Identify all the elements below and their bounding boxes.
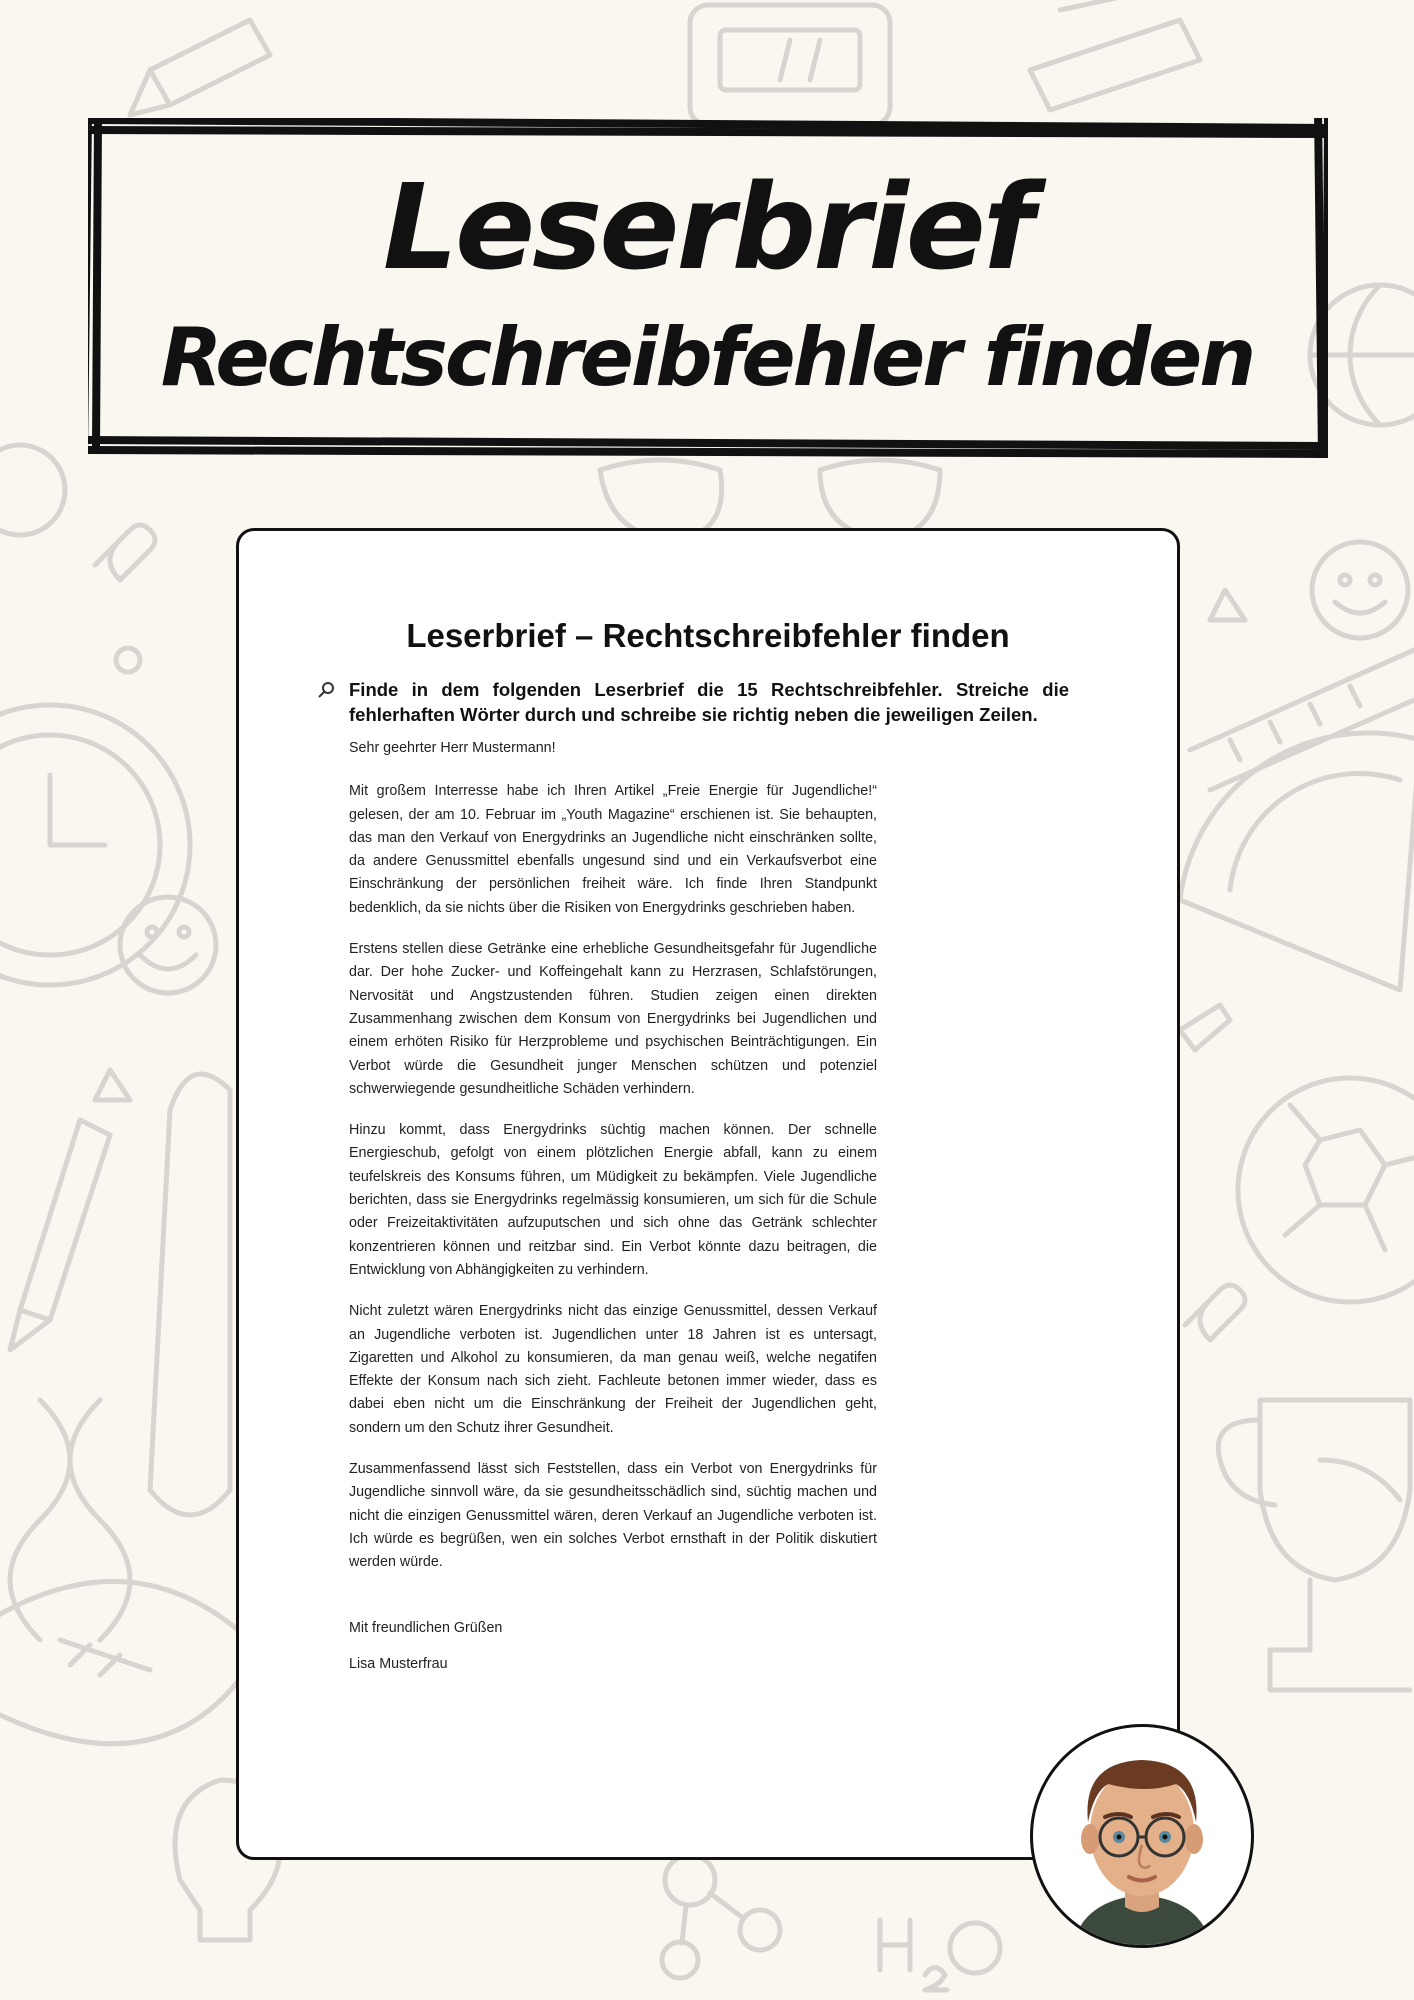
football-icon: [0, 1581, 260, 1743]
task-instruction: Finde in dem folgenden Leserbrief die 15 Rechtschreibfehler. Streiche die fehlerhaften Wörter durch und schreibe sie richtig neben die jeweiligen Zeilen.: [349, 679, 1069, 725]
page-subtitle: Rechtschreibfehler finden: [160, 311, 1254, 404]
letter-paragraph: Zusammenfassend lässt sich Feststellen, dass ein Verbot von Energydrinks für Jugendliche sinnvoll wäre, da sie gesundheitsschädlich sind, süchtig machen und nicht die einzigen Genussmittel wären, deren Verkauf an Jugendliche verboten ist. Ich würde es begrüßen, wen ein solches Verbot ernsthaft in der Politik diskutiert werden würde.: [349, 1461, 877, 1571]
paperclip-icon: [1185, 1285, 1245, 1340]
trophy-icon: [1218, 1400, 1410, 1690]
page-title: Leserbrief: [382, 158, 1032, 296]
dna-icon: [10, 1400, 130, 1640]
student-avatar: [1030, 1724, 1254, 1948]
letter-paragraph: Hinzu kommt, dass Energydrinks süchtig machen können. Der schnelle Energieschub, gefolgt von einem plötzlichen Energie abfall, kann zu einem teufelskreis des Konsums führen, um Müdigkeit zu bekämpfen. Viele Jugendliche berichten, dass sie Energydrinks regelmässig konsumieren, um sich für die Schule oder Freizeitaktivitäten aufzuputschen und sich ohne das Getränk schlechter konzentrieren können und reitzbar sind. Ein Verbot könnte dazu beitragen, die Entwicklung von Abhängigkeiten zu verhindern.: [349, 1122, 877, 1278]
smiley-icon: [120, 897, 216, 993]
alarm-clock-icon: [0, 648, 190, 985]
molecule-icon: [662, 1855, 780, 1978]
avatar-face-icon: [1033, 1727, 1251, 1945]
smiley-icon: [1312, 542, 1408, 638]
soccer-ball-icon: [1238, 1078, 1414, 1302]
letter-salutation: Sehr geehrter Herr Mustermann!: [349, 740, 556, 756]
protractor-icon: [1180, 733, 1414, 990]
water-formula-icon: [880, 1920, 1000, 1990]
letter-closing: Mit freundlichen Grüßen: [349, 1619, 503, 1636]
calculator-icon: [690, 5, 890, 125]
letter-paragraph: Mit großem Interresse habe ich Ihren Artikel „Freie Energie für Jugendliche!“ gelesen, der am 10. Februar im „Youth Magazine“ erschienen ist. Sie behaupten, das man den Verkauf von Energydrinks an Jugendliche nicht einschränken sollte, da andere Genussmittel ebenfalls ungesund sind und ein Verkaufsverbot eine Einschränkung der persönlichen freiheit wäre. Ich finde Ihren Standpunkt bedenklich, da sie nichts über die Risiken von Energydrinks geschrieben haben.: [349, 783, 877, 916]
backpack-icon: [150, 1074, 230, 1515]
worksheet-card: [236, 528, 1180, 1860]
pencil-icon: [10, 1120, 110, 1350]
letter-body: [349, 737, 877, 1694]
ruler-icon: [1190, 650, 1414, 790]
title-banner: [88, 118, 1326, 448]
document-title: Leserbrief – Rechtschreibfehler finden: [406, 617, 1010, 654]
pencil-icon: [1030, 0, 1200, 110]
magnifier-icon: [317, 681, 335, 699]
paperclip-icon: [95, 525, 155, 580]
magnifier-doodle-icon: [0, 445, 65, 535]
pencil-icon: [130, 20, 270, 115]
letter-signature: Lisa Musterfrau: [349, 1655, 448, 1672]
letter-paragraph: Erstens stellen diese Getränke eine erhebliche Gesundheitsgefahr für Jugendliche dar. Der hohe Zucker- und Koffeingehalt kann zu Herzrasen, Schlafstörungen, Nervosität und Angstzustenden führen. Studien zeigen einen direkten Zusammenhang zwischen dem Konsum von Energydrinks bei Jugendlichen und einem erhöten Risiko für Herzprobleme und psychischen Beinträchtigungen. Ein Verbot würde die Gesundheit junger Menschen schützen und potenziel schwerwiegende gesundheitliche Schäden verhindern.: [349, 941, 877, 1097]
letter-paragraph: Nicht zuletzt wären Energydrinks nicht das einzige Genussmittel, dessen Verkauf an Jugendliche verboten ist. Jugendlichen unter 18 Jahren ist es untersagt, Zigaretten und Alkohol zu konsumieren, da man genau weiß, welche negatifen Effekte der Konsum nach sich zieht. Fachleute betonen immer wieder, dass es dabei eben nicht um die Einschränkung der Freiheit der Jugendlichen geht, sondern um den Schutz ihrer Gesundheit.: [349, 1303, 877, 1436]
